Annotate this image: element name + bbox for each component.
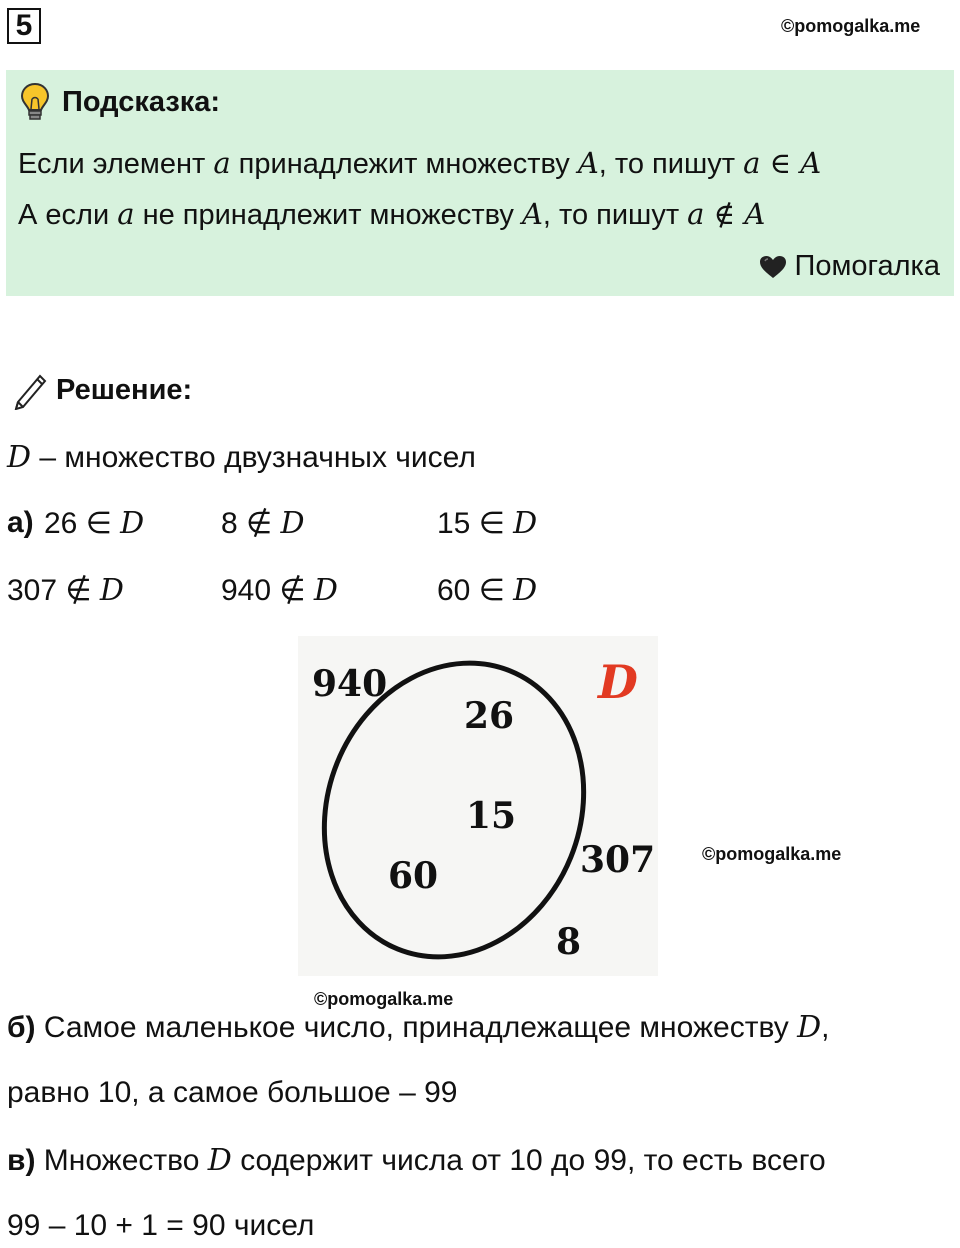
set-definition [7, 440, 476, 475]
watermark-top: ©pomogalka.me [781, 16, 921, 36]
expr-not-in: a ∉ A [687, 197, 766, 231]
pencil-icon [10, 370, 50, 410]
diagram-number-26: 26 [464, 695, 515, 737]
hint-title-text: Подсказка: [62, 85, 221, 118]
diagram-number-940: 940 [312, 663, 388, 705]
diagram-number-8: 8 [556, 921, 582, 963]
hint-line-1-text: Если элемент [18, 148, 214, 180]
watermark-diagram-bottom: ©pomogalka.me [314, 989, 454, 1009]
var-A: A [577, 146, 599, 180]
solution-title [10, 370, 192, 410]
definition-text: – множество двузначных чисел [31, 441, 476, 474]
hint-line-2-text: не принадлежит множеству [134, 199, 522, 231]
relation-26: 26 ∈ D [44, 506, 145, 541]
signature-text: Помогалка [794, 250, 940, 282]
watermark-diagram-right: ©pomogalka.me [702, 844, 842, 864]
hint-line-2-text: А если [18, 199, 118, 231]
problem-number: 5 [7, 8, 41, 44]
part-v-line-2: 99 – 10 + 1 = 90 чисел [7, 1209, 315, 1242]
lightbulb-icon [20, 82, 50, 122]
expr-in: a ∈ A [743, 146, 822, 180]
hint-line-1-text: , то пишут [598, 148, 744, 180]
part-v-label: в) [7, 1144, 36, 1177]
signature [759, 250, 940, 283]
diagram-number-60: 60 [388, 855, 439, 897]
part-b-line-1: б) Самое маленькое число, принадлежащее множеству D, [7, 1010, 830, 1045]
heart-icon [759, 255, 787, 279]
part-v-line-1: в) Множество D содержит числа от 10 до 99, то есть всего [7, 1143, 826, 1178]
hint-title [20, 82, 220, 122]
diagram-number-307: 307 [580, 839, 656, 881]
set-D: D [7, 440, 32, 475]
part-a-label: а) [7, 506, 34, 539]
solution-title-text: Решение: [56, 373, 193, 406]
var-a: a [117, 197, 135, 231]
relation-15: 15 ∈ D [437, 506, 538, 541]
hint-box [6, 70, 954, 296]
diagram-set-label: D [598, 655, 638, 709]
hint-line-1-text: принадлежит множеству [230, 148, 578, 180]
hint-line-1 [18, 146, 821, 181]
part-b-line-2: равно 10, а самое большое – 99 [7, 1076, 458, 1109]
relation-307: 307 ∉ D [7, 573, 124, 608]
var-a: a [213, 146, 231, 180]
part-b-label: б) [7, 1011, 36, 1044]
diagram-number-15: 15 [466, 795, 517, 837]
var-A: A [521, 197, 543, 231]
relation-940: 940 ∉ D [221, 573, 338, 608]
venn-diagram [298, 636, 658, 976]
relation-60: 60 ∈ D [437, 573, 538, 608]
hint-line-2-text: , то пишут [542, 199, 688, 231]
hint-line-2 [18, 197, 765, 232]
relation-8: 8 ∉ D [221, 506, 305, 541]
